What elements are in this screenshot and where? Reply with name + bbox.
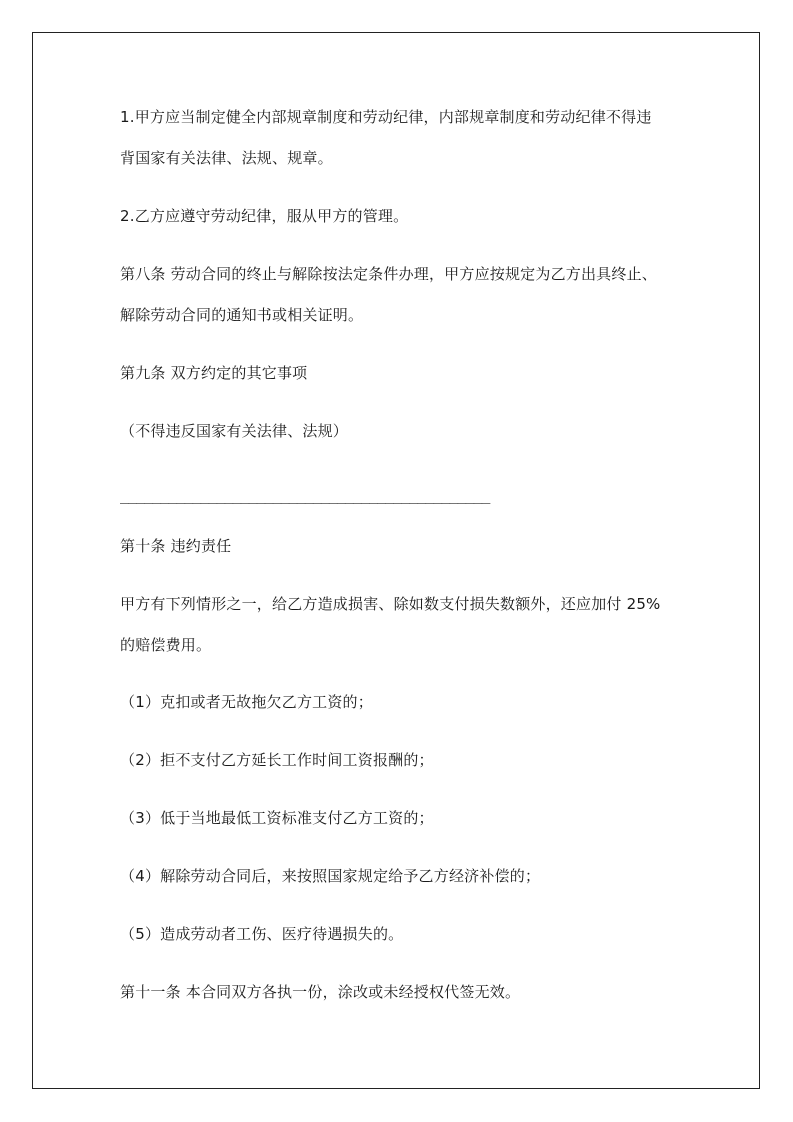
list-item-4: （4）解除劳动合同后，来按照国家规定给予乙方经济补偿的； (120, 867, 541, 885)
article-9-note: （不得违反国家有关法律、法规） (120, 422, 349, 440)
list-item-3: （3）低于当地最低工资标准支付乙方工资的； (120, 809, 434, 827)
list-item-1: （1）克扣或者无故拖欠乙方工资的； (120, 693, 373, 711)
article-10-line-2: 的赔偿费用。 (120, 636, 212, 654)
paragraph-line-3: 2.乙方应遵守劳动纪律，服从甲方的管理。 (120, 207, 409, 225)
blank-fill-line: ______________________________________________ (120, 486, 490, 504)
article-8-line-2: 解除劳动合同的通知书或相关证明。 (120, 306, 364, 324)
article-10-heading: 第十条 违约责任 (120, 537, 232, 555)
article-11-line: 第十一条 本合同双方各执一份，涂改或未经授权代签无效。 (120, 983, 521, 1001)
article-9-heading: 第九条 双方约定的其它事项 (120, 364, 308, 382)
list-item-2: （2）拒不支付乙方延长工作时间工资报酬的； (120, 751, 434, 769)
paragraph-line-2: 背国家有关法律、法规、规章。 (120, 149, 333, 167)
paragraph-line-1: 1.甲方应当制定健全内部规章制度和劳动纪律，内部规章制度和劳动纪律不得违 (120, 108, 652, 126)
article-10-line-1: 甲方有下列情形之一，给乙方造成损害、除如数支付损失数额外，还应加付 25% (120, 595, 661, 613)
article-8-line-1: 第八条 劳动合同的终止与解除按法定条件办理，甲方应按规定为乙方出具终止、 (120, 265, 657, 283)
list-item-5: （5）造成劳动者工伤、医疗待遇损失的。 (120, 925, 404, 943)
